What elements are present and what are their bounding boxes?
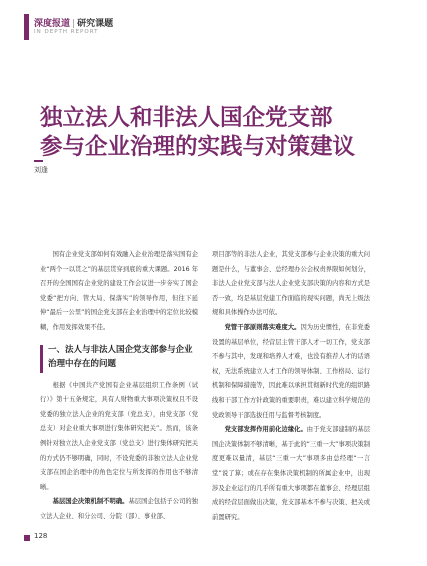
paragraph-text: 因为历史惯性，在非党委设置的基层单位，经营层主管干部人才一切工作，党支部不参与其中，发现和培养人才难，也没有推荐人才的话语权，无法系统建立人才工作的领导体制、工作格局、运行机制和保障措施等，因此难以承担贯彻新时代党的组织路线和干部工作方针政策的重要职责，难以建立科学规范的党政领导干部选拔任用与监督考核制度。 [212,323,371,419]
paragraph-lead: 基层国企决策机制不明确。 [52,498,129,506]
section-heading-bar [40,345,43,373]
paragraph-text: 基层国企包括子公司的独立法人企业、和分公司、分院（部）、事业部、 [40,498,199,520]
body-paragraph [212,321,370,423]
article-title [40,104,410,162]
left-text-column [40,248,198,525]
body-paragraph [212,423,370,525]
header-title-row [34,16,113,29]
page-number: 128 [34,532,48,540]
article-title-line-1: 独立法人和非法人国企党支部 [40,105,333,131]
author-accent-bar [34,160,43,162]
header-accent-bar [24,14,29,40]
paragraph-text: 由于党支部建制的基层国企决策体制不够清晰，基于此的“三重一大”事项决策制度更难以量清，基层“三重一大”事项多由总经理“一言堂”说了算；或在存在集体决策机制的所属企业中，出现涉及企业运行的几乎所有重大事项都在董事会、经理层组成的经营层面做出决策，党支部基本不参与决策、把关或前置研究。 [212,426,371,521]
section-heading-text: 一、法人与非法人国企党支部参与企业治理中存在的问题 [48,344,193,369]
body-paragraph: 项目部等的非法人企业，其党支部参与企业决策的重大问题是什么，与董事会、总经理办公会权责界限如何划分，非法人企业党支部与法人企业党支部决策的内容和方式是否一致，均是基层党建工作面临的现实问题，尚无上级法规和具体操作办法可依。 [212,251,370,317]
section-heading [40,343,198,371]
header-section-label: 深度报道 [34,19,71,29]
paragraph-lead: 党管干部原则落实难度大。 [224,323,301,331]
paragraph-lead: 党支部发挥作用前化边缘化。 [224,426,307,434]
right-text-column [212,248,370,525]
article-title-line-2: 参与企业治理的实践与对策建议 [40,134,356,160]
intro-paragraph: 国有企业党支部如何有效融入企业治理是落实国有企业“两个一以贯之”的基层贯穿到底的重大课题。2016 年召开的全国国有企业党的建设工作会议进一步夯实了国企党委“把方向、管大局、保落实”的领导作用，但往下延伸“最后一公里”的国企党支部在企业治理中的定位比较模糊，作用发挥效果不佳。 [40,251,198,331]
body-paragraph: 根据《中国共产党国有企业基层组织工作条例（试行）》第十五条规定，具有人财物重大事项决策权且不设党委的独立法人企业的党支部（党总支），由党支部（党总支）对企业重大事项进行集体研究把关”。然而，该条例针对独立法人企业党支部（党总支）进行集体研究把关的方式仍不够明确，同时，不设党委的非独立法人企业党支部在国企治理中的角色定位与所发挥的作用也不够清晰。 [40,381,198,491]
author-name: 刘逢 [34,166,48,174]
header-separator: | [72,19,76,29]
page-number-marker [24,535,30,541]
header-english-label: IN DEPTH REPORT [34,29,99,35]
body-paragraph [40,495,198,524]
header-subsection-label: 研究课题 [77,19,114,29]
